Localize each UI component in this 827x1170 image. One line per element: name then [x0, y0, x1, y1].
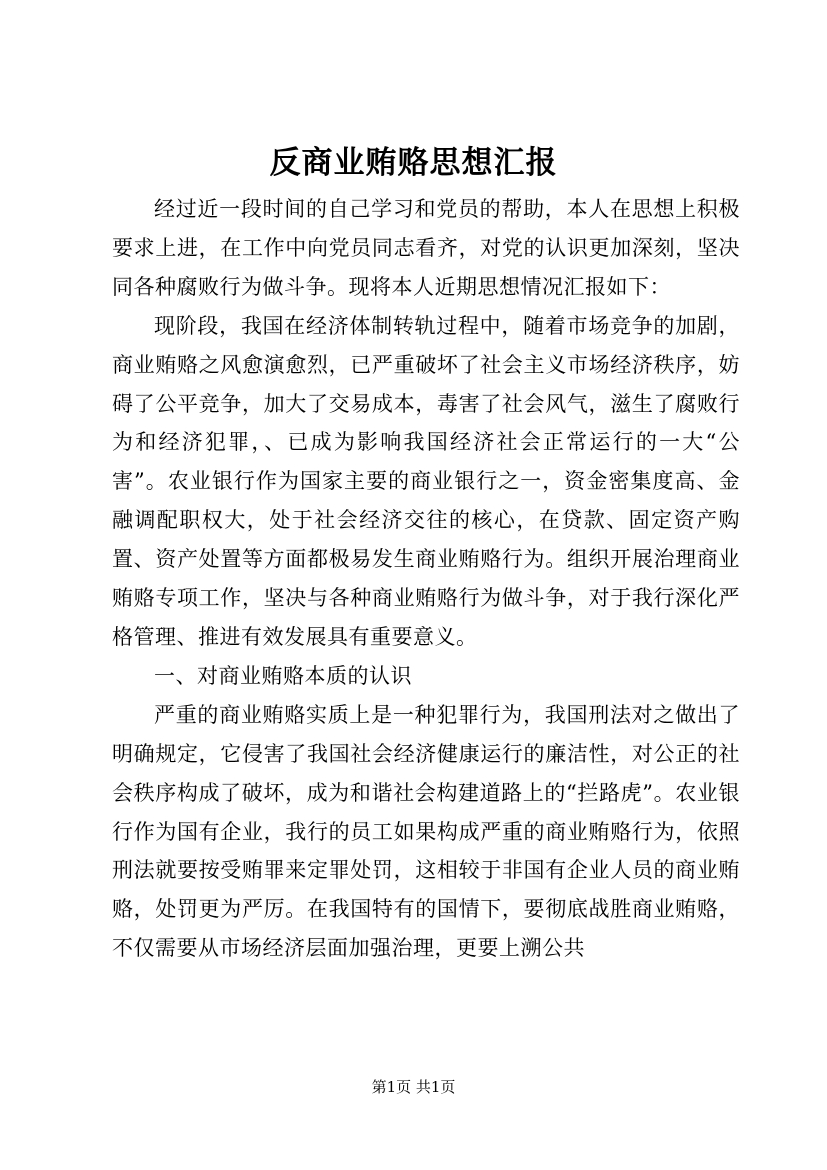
section-heading: 一、对商业贿赂本质的认识	[154, 663, 412, 688]
paragraph-intro: 经过近一段时间的自己学习和党员的帮助，本人在思想上积极要求上进，在工作中向党员同志看齐，对党的认识更加深刻，坚决同各种腐败行为做斗争。现将本人近期思想情况汇报如下：	[112, 197, 740, 299]
document-body	[112, 190, 740, 968]
paragraph-current-situation: 现阶段，我国在经济体制转轨过程中，随着市场竞争的加剧，商业贿赂之风愈演愈烈，已严重破坏了社会主义市场经济秩序，妨碍了公平竞争，加大了交易成本，毒害了社会风气，滋生了腐败行为和经济犯罪，、已成为影响我国经济社会正常运行的一大“公害”。农业银行作为国家主要的商业银行之一，资金密集度高、金融调配职权大，处于社会经济交往的核心，在贷款、固定资产购置、资产处置等方面都极易发生商业贿赂行为。组织开展治理商业贿赂专项工作，坚决与各种商业贿赂行为做斗争，对于我行深化严格管理、推进有效发展具有重要意义。	[112, 313, 740, 649]
page-footer: 第1页 共1页	[371, 1078, 456, 1096]
document-title: 反商业贿赂思想汇报	[269, 145, 558, 181]
paragraph-nature: 严重的商业贿赂实质上是一种犯罪行为，我国刑法对之做出了明确规定，它侵害了我国社会经济健康运行的廉洁性，对公正的社会秩序构成了破坏，成为和谐社会构建道路上的“拦路虎”。农业银行作为国有企业，我行的员工如果构成严重的商业贿赂行为，依照刑法就要按受贿罪来定罪处罚，这相较于非国有企业人员的商业贿赂，处罚更为严厉。在我国特有的国情下，要彻底战胜商业贿赂，不仅需要从市场经济层面加强治理，更要上溯公共	[112, 702, 740, 961]
